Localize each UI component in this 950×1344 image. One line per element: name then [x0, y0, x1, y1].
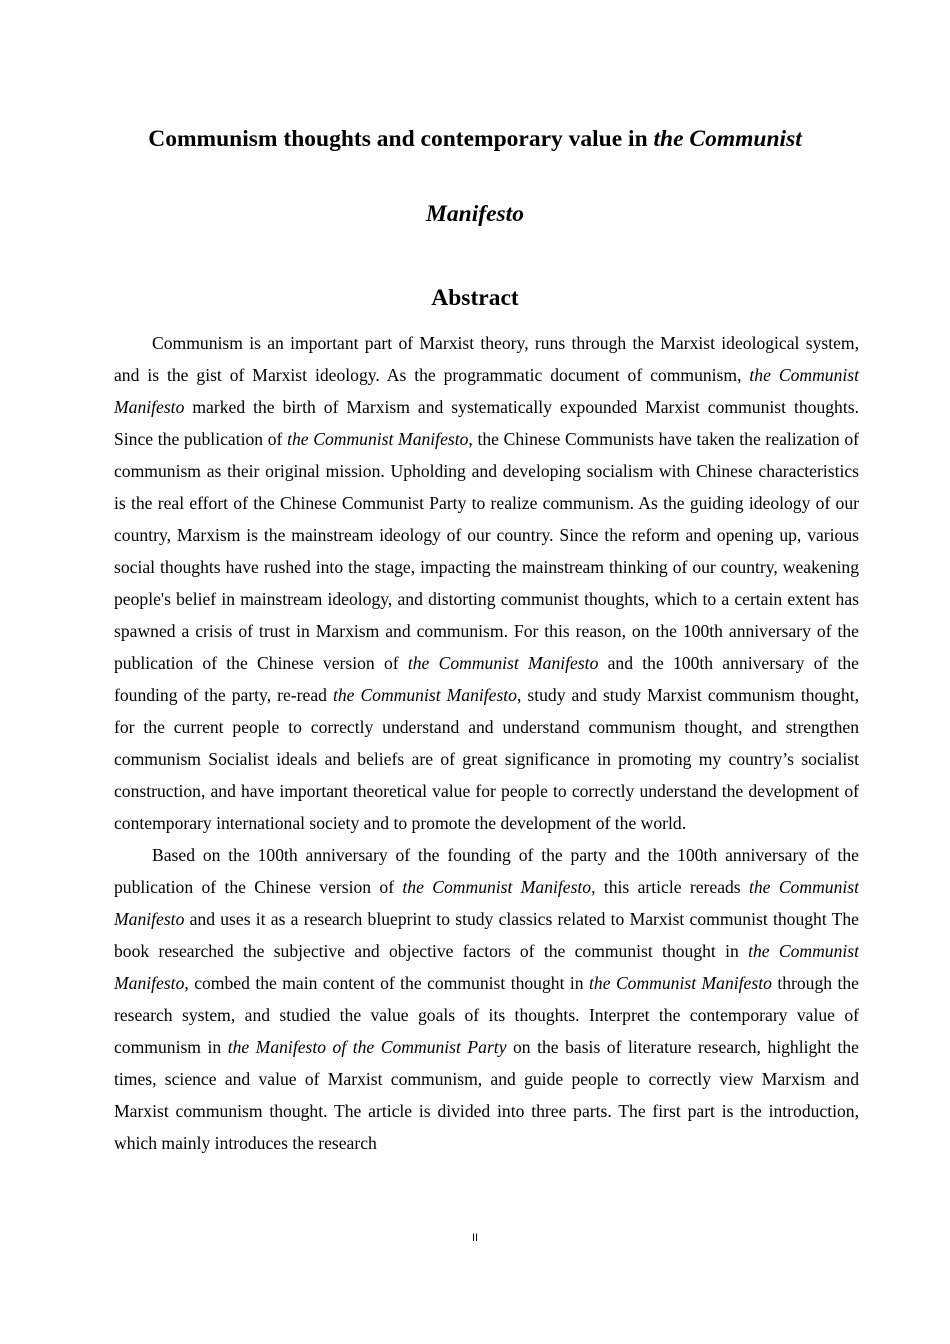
abstract-paragraph-2-container [114, 839, 859, 1159]
paragraph-text-run: and the 100th anniversary of the founding of the party, re-read [114, 653, 859, 705]
abstract-heading: Abstract [431, 285, 519, 311]
paragraph-text-run: , study and study Marxist communism thought, for the current people to correctly understand and understand communism thought, and strengthen communism Socialist ideals and beliefs are of great significance in promoting my country’s socialist construction, and have important theoretical value for people to correctly understand the development of contemporary international society and to promote the development of the world. [114, 685, 859, 833]
italic-title-reference: the Communist Manifesto [402, 877, 592, 897]
italic-title-reference: the Manifesto of the Communist Party [227, 1037, 507, 1057]
paper-title-italic-continued: Manifesto [426, 201, 524, 227]
paragraph-text-run: marked the birth of Marxism and systematically expounded Marxist communist thoughts. Since the publication of [114, 397, 859, 449]
paragraph-text-run: Based on the 100th anniversary of the founding of the party and the 100th anniversary of the publication of the Chinese version of [114, 845, 859, 897]
page-number: II [471, 1232, 479, 1244]
abstract-paragraph-2 [114, 839, 859, 1159]
paper-title-line-1 [0, 124, 950, 154]
paragraph-text-run: , the Chinese Communists have taken the realization of communism as their original mission. Upholding and developing socialism with Chinese characteristics is the real effort of the Chinese Communist Party to realize communism. As the guiding ideology of our country, Marxism is the mainstream ideology of our country. Since the reform and opening up, various social thoughts have rushed into the stage, impacting the mainstream thinking of our country, weakening people's belief in mainstream ideology, and distorting communist thoughts, which to a certain extent has spawned a crisis of trust in Marxism and communism. For this reason, on the 100th anniversary of the publication of the Chinese version of [114, 429, 859, 673]
italic-title-reference: the Communist Manifesto [332, 685, 517, 705]
paper-title-italic: the Communist [653, 126, 802, 152]
italic-title-reference: the Communist Manifesto [407, 653, 599, 673]
italic-title-reference: the Communist Manifesto [114, 941, 859, 993]
paragraph-text-run: , this article rereads [591, 877, 749, 897]
abstract-body [114, 327, 859, 1159]
italic-title-reference: the Communist Manifesto [114, 877, 859, 929]
paragraph-text-run: Communism is an important part of Marxist theory, runs through the Marxist ideological system, and is the gist of Marxist ideology. As the programmatic document of communism, [114, 333, 859, 385]
italic-title-reference: the Communist Manifesto [114, 365, 859, 417]
paper-title-plain: Communism thoughts and contemporary value in [148, 126, 654, 152]
paragraph-text-run: , combed the main content of the communist thought in [184, 973, 590, 993]
italic-title-reference: the Communist Manifesto [589, 973, 772, 993]
abstract-paragraph-1 [114, 327, 859, 839]
paragraph-text-run: through the research system, and studied the value goals of its thoughts. Interpret the contemporary value of communism in [114, 973, 859, 1057]
paragraph-text-run: and uses it as a research blueprint to study classics related to Marxist communist thought The book researched the subjective and objective factors of the communist thought in [114, 909, 859, 961]
italic-title-reference: the Communist Manifesto [287, 429, 469, 449]
paper-title-line-2 [0, 199, 950, 229]
paragraph-text-run: on the basis of literature research, highlight the times, science and value of Marxist communism, and guide people to correctly view Marxism and Marxist communism thought. The article is divided into three parts. The first part is the introduction, which mainly introduces the research [114, 1037, 859, 1153]
